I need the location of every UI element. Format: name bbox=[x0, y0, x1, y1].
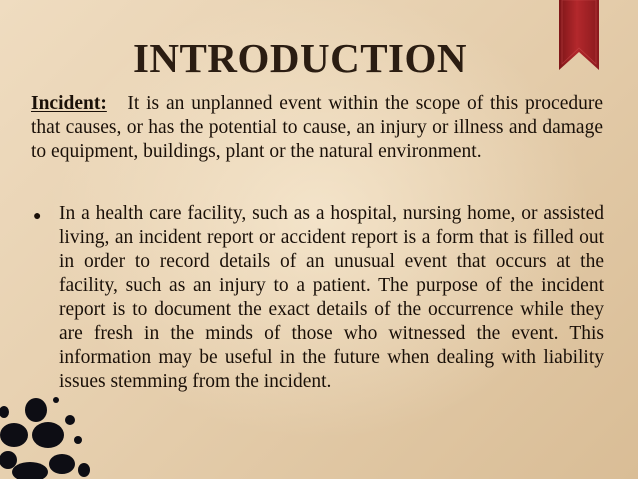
bullet-text: In a health care facility, such as a hospital, nursing home, or assisted living, an incident report or accident report is a form that is filled out in order to record details of an unusual event that occurs at the facility, such as an injury to a patient. The purpose of the incident report is to document the exact details of the occurrence while they are fresh in the minds of those who witnessed the event. This information may be useful in the future when dealing with liability issues stemming from the incident. bbox=[59, 203, 604, 392]
definition-text: It is an unplanned event within the scope of this procedure that causes, or has the potential to cause, an injury or illness and damage to equipment, buildings, plant or the natural environment. bbox=[31, 93, 603, 162]
bullet-marker: ● bbox=[33, 209, 42, 224]
definition-term: Incident: bbox=[31, 93, 107, 114]
slide-title: INTRODUCTION bbox=[132, 35, 468, 81]
incident-definition bbox=[31, 92, 603, 164]
ink-splatter-icon bbox=[0, 380, 90, 479]
